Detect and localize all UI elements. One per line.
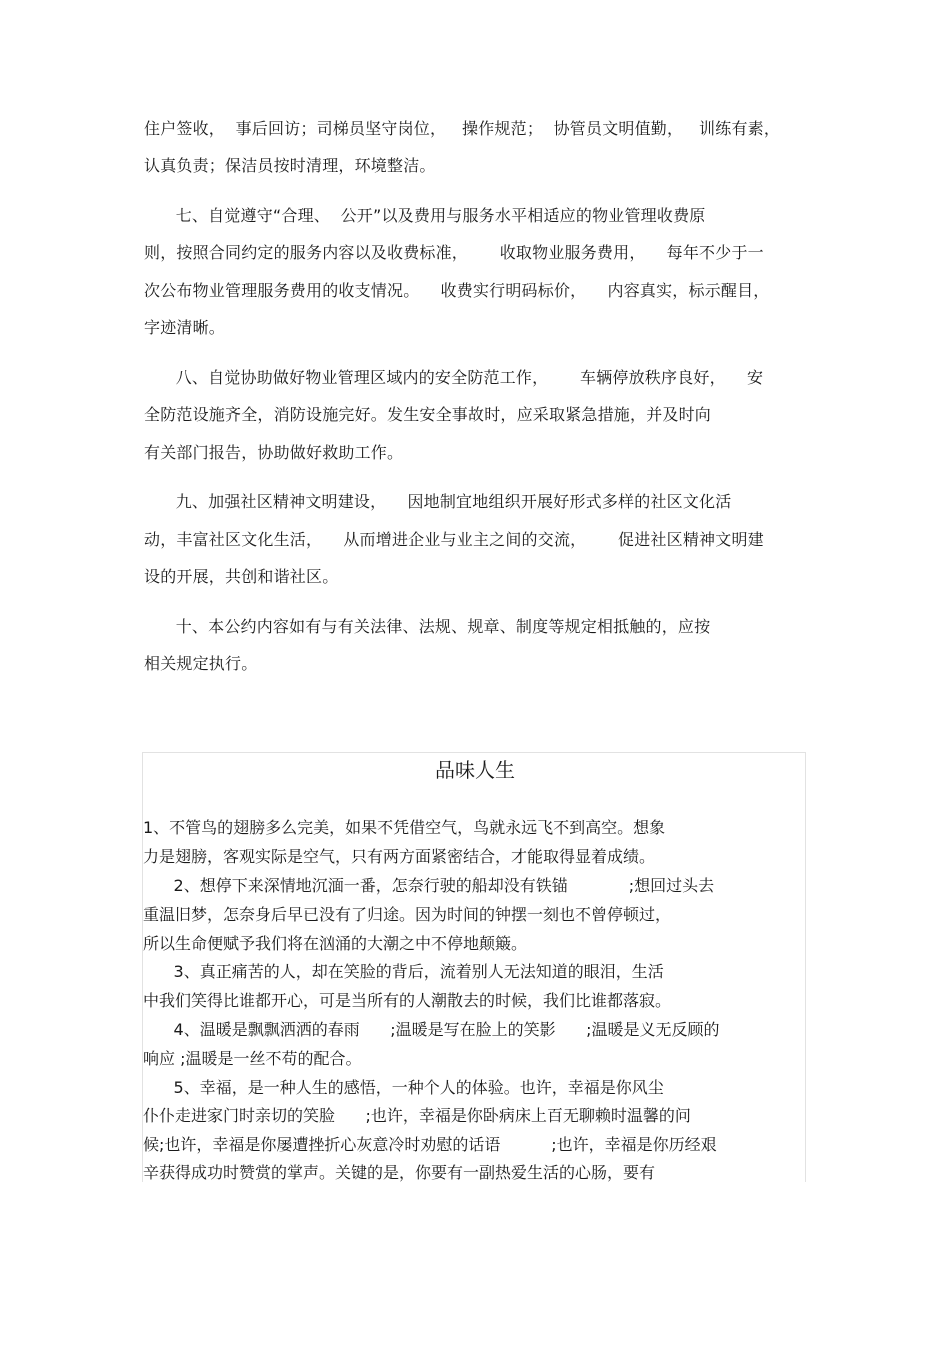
paragraph-9-line-1: 九、加强社区精神文明建设， 因地制宜地组织开展好形式多样的社区文化活 <box>144 492 732 511</box>
article-line-2: 力是翅膀，客观实际是空气，只有两方面紧密结合，才能取得显着成绩。 <box>143 847 656 866</box>
article-line-4: 重温旧梦，怎奈身后早已没有了归途。因为时间的钟摆一刻也不曾停顿过， <box>143 905 672 924</box>
paragraph-7-line-4: 字迹清晰。 <box>144 318 226 337</box>
article-box <box>142 752 806 1182</box>
article-line-1: 1、不管鸟的翅膀多么完美，如果不凭借空气，鸟就永远飞不到高空。想象 <box>143 818 666 837</box>
paragraph-8-line-3: 有关部门报告，协助做好救助工作。 <box>144 443 404 462</box>
paragraph-10-line-1: 十、本公约内容如有与有关法律、法规、规章、制度等规定相抵触的，应按 <box>144 617 711 636</box>
paragraph-7-line-2: 则，按照合同约定的服务内容以及收费标准， 收取物业服务费用， 每年不少于一 <box>144 243 764 262</box>
article-line-10: 5、幸福，是一种人生的感悟，一种个人的体验。也许，幸福是你风尘 <box>143 1078 664 1097</box>
paragraph-8-line-1: 八、自觉协助做好物业管理区域内的安全防范工作， 车辆停放秩序良好， 安 <box>144 368 764 387</box>
paragraph-6-line-1: 住户签收， 事后回访；司梯员坚守岗位， 操作规范； 协管员文明值勤， 训练有素， <box>144 119 781 138</box>
paragraph-6-line-2: 认真负责；保洁员按时清理，环境整洁。 <box>144 156 436 175</box>
paragraph-7-line-1: 七、自觉遵守“合理、 公开”以及费用与服务水平相适应的物业管理收费原 <box>144 206 706 225</box>
article-line-7: 中我们笑得比谁都开心，可是当所有的人潮散去的时候，我们比谁都落寂。 <box>143 991 672 1010</box>
paragraph-8-line-2: 全防范设施齐全，消防设施完好。发生安全事故时，应采取紧急措施，并及时向 <box>144 405 712 424</box>
paragraph-9-line-2: 动，丰富社区文化生活， 从而增进企业与业主之间的交流， 促进社区精神文明建 <box>144 530 764 549</box>
article-line-5: 所以生命便赋予我们将在汹涌的大潮之中不停地颠簸。 <box>143 934 528 953</box>
paragraph-10-line-2: 相关规定执行。 <box>144 654 258 673</box>
paragraph-7-line-3: 次公布物业管理服务费用的收支情况。 收费实行明码标价， 内容真实，标示醒目， <box>144 281 770 300</box>
paragraph-9-line-3: 设的开展，共创和谐社区。 <box>144 567 339 586</box>
article-line-12: 候;也许，幸福是你屡遭挫折心灰意冷时劝慰的话语 ;也许，幸福是你历经艰 <box>143 1135 717 1154</box>
article-line-3: 2、想停下来深情地沉湎一番，怎奈行驶的船却没有铁锚 ;想回过头去 <box>143 876 715 895</box>
article-line-13: 辛获得成功时赞赏的掌声。关键的是，你要有一副热爱生活的心肠，要有 <box>143 1163 656 1182</box>
article-line-6: 3、真正痛苦的人，却在笑脸的背后，流着别人无法知道的眼泪，生活 <box>143 962 664 981</box>
article-line-11: 仆仆走进家门时亲切的笑脸 ;也许，幸福是你卧病床上百无聊赖时温馨的问 <box>143 1106 691 1125</box>
article-title: 品味人生 <box>435 758 515 782</box>
article-line-8: 4、温暖是飘飘洒洒的春雨 ;温暖是写在脸上的笑影 ;温暖是义无反顾的 <box>143 1020 720 1039</box>
article-line-9: 响应 ;温暖是一丝不苟的配合。 <box>143 1049 362 1068</box>
